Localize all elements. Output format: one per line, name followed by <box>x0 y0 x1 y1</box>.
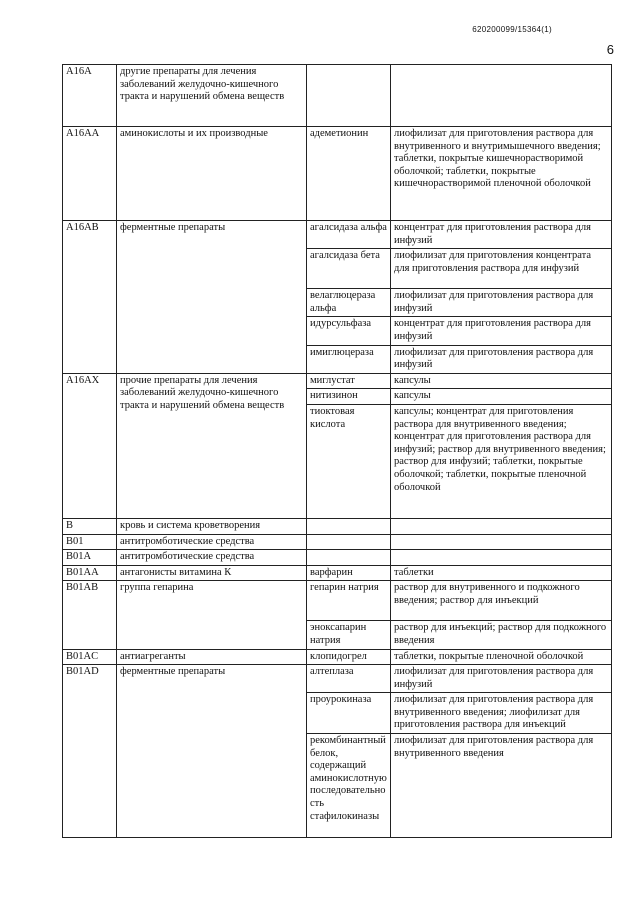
table-row <box>63 65 612 127</box>
dosage-form-cell: таблетки <box>391 565 612 581</box>
table-row <box>63 665 612 693</box>
drug-name-cell: алтеплаза <box>307 665 391 693</box>
therapeutic-group-cell: кровь и система кроветворения <box>117 518 307 534</box>
dosage-form-cell <box>391 518 612 534</box>
page-number: 6 <box>606 42 614 57</box>
table-row <box>63 518 612 534</box>
atc-code-cell: B01AA <box>63 565 117 581</box>
therapeutic-group-cell: ферментные препараты <box>117 221 307 374</box>
drug-name-cell <box>307 518 391 534</box>
table-row <box>63 534 612 550</box>
atc-code-cell: B01A <box>63 550 117 566</box>
dosage-form-cell: лиофилизат для приготовления концентрата для приготовления раствора для инфузий <box>391 249 612 289</box>
drug-name-cell: варфарин <box>307 565 391 581</box>
dosage-form-cell: концентрат для приготовления раствора для инфузий <box>391 221 612 249</box>
drug-name-cell: агалсидаза альфа <box>307 221 391 249</box>
dosage-form-cell: концентрат для приготовления раствора для инфузий <box>391 317 612 345</box>
drug-name-cell <box>307 65 391 127</box>
therapeutic-group-cell: антиагреганты <box>117 649 307 665</box>
dosage-form-cell: раствор для инъекций; раствор для подкожного введения <box>391 621 612 649</box>
therapeutic-group-cell: аминокислоты и их производные <box>117 127 307 221</box>
table-row <box>63 649 612 665</box>
drug-name-cell: нитизинон <box>307 389 391 405</box>
atc-code-cell: B01AC <box>63 649 117 665</box>
drug-name-cell: проурокиназа <box>307 693 391 734</box>
drug-name-cell <box>307 550 391 566</box>
dosage-form-cell: раствор для внутривенного и подкожного введения; раствор для инъекций <box>391 581 612 621</box>
atc-code-cell: B01AD <box>63 665 117 838</box>
drug-name-cell: клопидогрел <box>307 649 391 665</box>
drug-name-cell: адеметионин <box>307 127 391 221</box>
dosage-form-cell: лиофилизат для приготовления раствора для инфузий <box>391 345 612 373</box>
table-row <box>63 373 612 389</box>
dosage-form-cell <box>391 534 612 550</box>
atc-code-cell: B01 <box>63 534 117 550</box>
dosage-form-cell: таблетки, покрытые пленочной оболочкой <box>391 649 612 665</box>
therapeutic-group-cell: группа гепарина <box>117 581 307 649</box>
atc-code-cell: A16AA <box>63 127 117 221</box>
atc-code-cell: A16A <box>63 65 117 127</box>
table-row <box>63 550 612 566</box>
table-row <box>63 127 612 221</box>
atc-code-cell: A16AB <box>63 221 117 374</box>
drug-name-cell: имиглюцераза <box>307 345 391 373</box>
therapeutic-group-cell: другие препараты для лечения заболеваний желудочно-кишечного тракта и нарушений обмена веществ <box>117 65 307 127</box>
table-row <box>63 565 612 581</box>
atc-code-cell: A16AX <box>63 373 117 518</box>
drug-name-cell: рекомбинантный белок, содержащий аминокислотную последовательность стафилокиназы <box>307 734 391 838</box>
dosage-form-cell: лиофилизат для приготовления раствора для внутривенного введения <box>391 734 612 838</box>
table-row <box>63 221 612 249</box>
dosage-form-cell: лиофилизат для приготовления раствора для внутривенного введения; лиофилизат для приготовления раствора для инъекций <box>391 693 612 734</box>
drug-name-cell: тиоктовая кислота <box>307 404 391 518</box>
document-id: 620200099/15364(1) <box>472 25 552 34</box>
drug-name-cell: велаглюцераза альфа <box>307 289 391 317</box>
therapeutic-group-cell: антитромботические средства <box>117 534 307 550</box>
drug-name-cell: гепарин натрия <box>307 581 391 621</box>
drug-table <box>62 64 612 838</box>
dosage-form-cell: лиофилизат для приготовления раствора для инфузий <box>391 665 612 693</box>
dosage-form-cell: капсулы <box>391 373 612 389</box>
therapeutic-group-cell: прочие препараты для лечения заболеваний желудочно-кишечного тракта и нарушений обмена веществ <box>117 373 307 518</box>
dosage-form-cell: капсулы <box>391 389 612 405</box>
dosage-form-cell: лиофилизат для приготовления раствора для внутривенного и внутримышечного введения; таблетки, покрытые кишечнорастворимой оболочкой; таблетки, покрытые кишечнорастворимой пленочной оболочкой <box>391 127 612 221</box>
atc-code-cell: B01AB <box>63 581 117 649</box>
table-row <box>63 581 612 621</box>
drug-name-cell <box>307 534 391 550</box>
dosage-form-cell: капсулы; концентрат для приготовления раствора для внутривенного введения; концентрат для приготовления раствора для инфузий; раствор для внутривенного введения; раствор для инфузий; таблетки, покрытые оболочкой; таблетки, покрытые пленочной оболочкой <box>391 404 612 518</box>
dosage-form-cell <box>391 550 612 566</box>
dosage-form-cell <box>391 65 612 127</box>
therapeutic-group-cell: ферментные препараты <box>117 665 307 838</box>
drug-name-cell: агалсидаза бета <box>307 249 391 289</box>
atc-code-cell: B <box>63 518 117 534</box>
therapeutic-group-cell: антагонисты витамина К <box>117 565 307 581</box>
dosage-form-cell: лиофилизат для приготовления раствора для инфузий <box>391 289 612 317</box>
drug-name-cell: миглустат <box>307 373 391 389</box>
drug-name-cell: эноксапарин натрия <box>307 621 391 649</box>
therapeutic-group-cell: антитромботические средства <box>117 550 307 566</box>
drug-name-cell: идурсульфаза <box>307 317 391 345</box>
